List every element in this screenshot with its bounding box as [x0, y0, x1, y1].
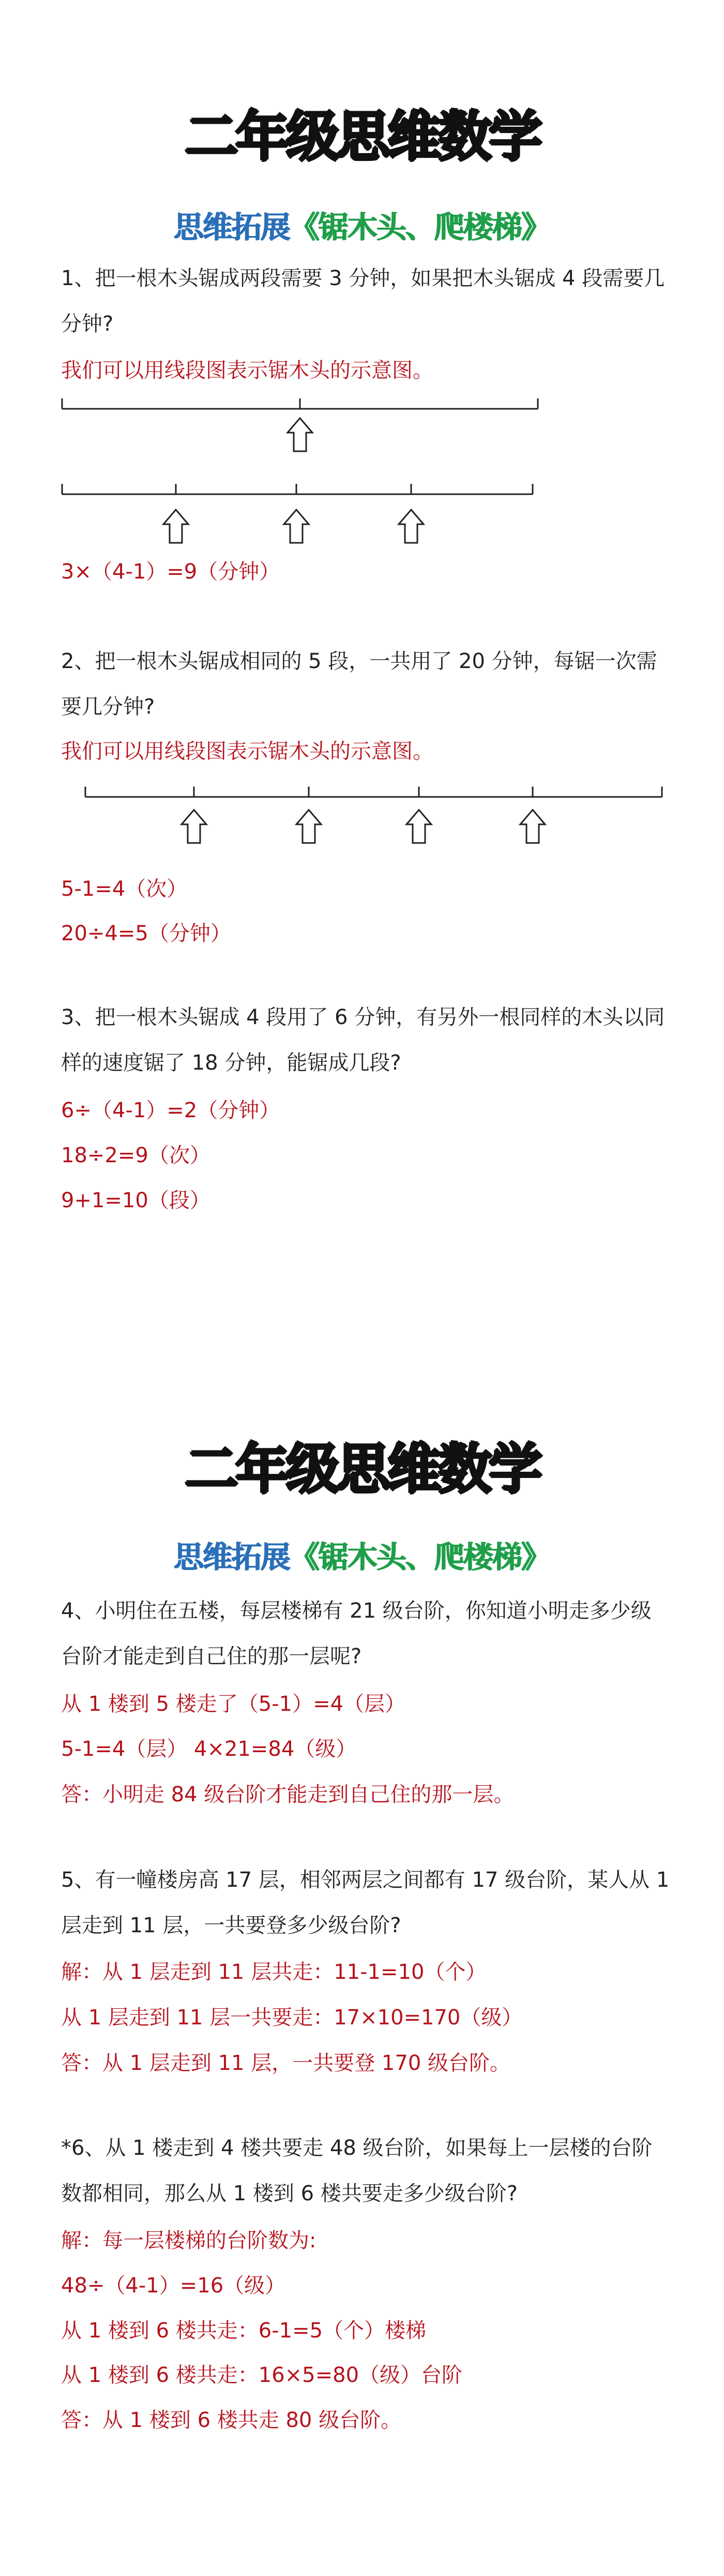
- subtitle-part-blue: 思维拓展: [173, 210, 290, 245]
- problem-6-line-2: 48÷（4-1）=16（级）: [61, 2274, 286, 2298]
- up-arrow-icon: [182, 810, 206, 843]
- up-arrow-icon: [520, 810, 545, 843]
- problem-2-line-2: 5-1=4（次）: [61, 877, 188, 901]
- page-title: 二年级思维数学: [184, 1438, 539, 1501]
- subtitle-part-blue: 思维拓展: [173, 1539, 290, 1575]
- problem-3-line-1: 6÷（4-1）=2（分钟）: [61, 1099, 280, 1122]
- problem-2-diagram: [0, 766, 724, 859]
- problem-3-line-2: 18÷2=9（次）: [61, 1144, 210, 1167]
- problem-4-line-3: 答：小明走 84 级台阶才能走到自己住的那一层。: [61, 1783, 515, 1807]
- problem-5-line-1: 解：从 1 层走到 11 层共走：11-1=10（个）: [61, 1960, 487, 1984]
- subtitle-part-green: 《锯木头、爬楼梯》: [290, 210, 551, 245]
- up-arrow-icon: [284, 510, 309, 543]
- up-arrow-icon: [399, 510, 424, 543]
- problem-2-line-3: 20÷4=5（分钟）: [61, 922, 231, 945]
- problem-6-line-4: 从 1 楼到 6 楼共走：16×5=80（级）台阶: [61, 2363, 463, 2387]
- problem-5-line-2: 从 1 层走到 11 层一共要走：17×10=170（级）: [61, 2006, 523, 2030]
- page-subtitle: [0, 1533, 724, 1576]
- problem-1-line-2: 3×（4-1）=9（分钟）: [61, 560, 280, 584]
- problem-1-line-1: 我们可以用线段图表示锯木头的示意图。: [61, 359, 433, 382]
- problem-4-line-2: 5-1=4（层） 4×21=84（级）: [61, 1737, 357, 1761]
- problem-4-line-1: 从 1 楼到 5 楼走了（5-1）=4（层）: [61, 1692, 406, 1716]
- up-arrow-icon: [163, 510, 188, 543]
- problem-4-question: 4、小明住在五楼，每层楼梯有 21 级台阶，你知道小明走多少级台阶才能走到自己住的那一层呢?: [61, 1599, 652, 1668]
- diagram-segment-two-pieces: [62, 398, 538, 451]
- subtitle-part-green: 《锯木头、爬楼梯》: [290, 1539, 551, 1575]
- diagram-segment-four-pieces: [62, 484, 533, 543]
- problem-1-diagram: [0, 383, 724, 569]
- problem-1-question: 1、把一根木头锯成两段需要 3 分钟，如果把木头锯成 4 段需要几分钟?: [61, 267, 665, 336]
- up-arrow-icon: [288, 418, 312, 451]
- page-subtitle: [0, 203, 724, 246]
- problem-6-line-1: 解：每一层楼梯的台阶数为:: [61, 2229, 316, 2253]
- problem-6-line-5: 答：从 1 楼到 6 楼共走 80 级台阶。: [61, 2408, 402, 2432]
- diagram-segment-five-pieces: [85, 787, 662, 843]
- page-title: 二年级思维数学: [184, 105, 539, 168]
- problem-6-line-3: 从 1 楼到 6 楼共走：6-1=5（个）楼梯: [61, 2319, 427, 2343]
- problem-5-question: 5、有一幢楼房高 17 层，相邻两层之间都有 17 级台阶，某人从 1 层走到 11 层，一共要登多少级台阶?: [61, 1868, 670, 1937]
- up-arrow-icon: [406, 810, 431, 843]
- problem-3-line-3: 9+1=10（段）: [61, 1189, 210, 1212]
- problem-6-question: *6、从 1 楼走到 4 楼共要走 48 级台阶，如果每上一层楼的台阶数都相同，那么从 1 楼到 6 楼共要走多少级台阶?: [61, 2136, 653, 2205]
- problem-2-line-1: 我们可以用线段图表示锯木头的示意图。: [61, 739, 433, 763]
- problem-3-question: 3、把一根木头锯成 4 段用了 6 分钟，有另外一根同样的木头以同样的速度锯了 18 分钟，能锯成几段?: [61, 1005, 665, 1075]
- problem-5-line-3: 答：从 1 层走到 11 层，一共要登 170 级台阶。: [61, 2051, 510, 2075]
- problem-2-question: 2、把一根木头锯成相同的 5 段，一共用了 20 分钟，每锯一次需要几分钟?: [61, 649, 657, 719]
- up-arrow-icon: [296, 810, 321, 843]
